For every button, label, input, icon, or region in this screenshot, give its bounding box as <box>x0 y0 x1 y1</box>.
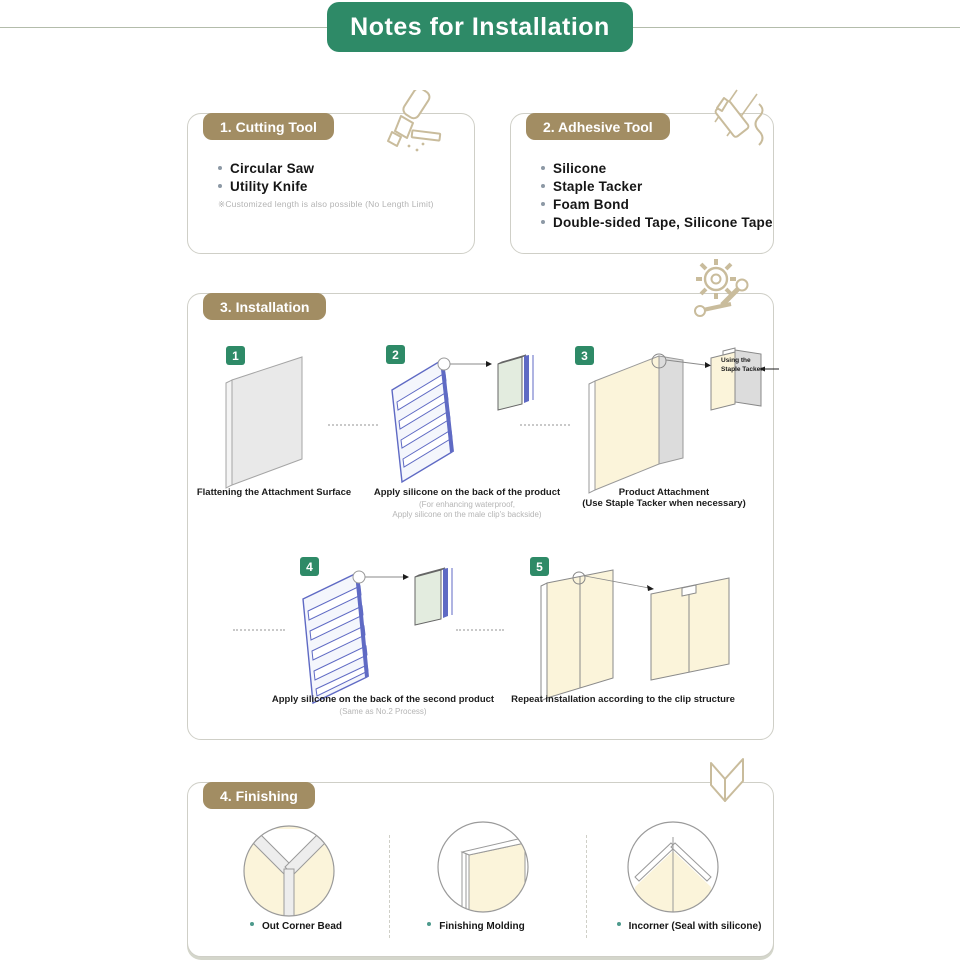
step-3-subcaption: (Use Staple Tacker when necessary) <box>582 498 746 509</box>
step-5-number: 5 <box>530 557 549 576</box>
step-4-caption: Apply silicone on the back of the second product (Same as No.2 Process) <box>268 694 498 717</box>
corner-bead-icon <box>703 757 755 807</box>
step-3-annotation: Using the Staple Tacker <box>721 357 763 373</box>
list-item: Utility Knife <box>218 178 434 196</box>
list-item: Double-sided Tape, Silicone Tape <box>541 214 773 232</box>
installation-badge: 3. Installation <box>203 293 326 320</box>
step-3-caption: Product Attachment (Use Staple Tacker when necessary) <box>554 487 774 509</box>
finishing-label: Out Corner Bead <box>206 921 386 932</box>
silicone-gun-icon <box>699 86 775 156</box>
bullet-dot <box>541 184 545 188</box>
bullet-dot <box>541 166 545 170</box>
step-1-caption: Flattening the Attachment Surface <box>196 487 352 498</box>
cutting-tool-badge: 1. Cutting Tool <box>203 113 334 140</box>
step-2-subcaption: (For enhancing waterproof, Apply silicone on the male clip's backside) <box>392 500 542 519</box>
step-5-diagram <box>533 556 773 706</box>
incorner-diagram <box>625 819 721 915</box>
bullet-dot <box>218 184 222 188</box>
finishing-card <box>187 782 774 957</box>
list-item: Foam Bond <box>541 196 773 214</box>
step-3-number: 3 <box>575 346 594 365</box>
step-2-caption: Apply silicone on the back of the product (For enhancing waterproof, Apply silicone on the male clip's backside) <box>352 487 582 520</box>
adhesive-tool-badge: 2. Adhesive Tool <box>526 113 670 140</box>
step-1-diagram <box>218 349 338 494</box>
cutting-tool-list <box>218 160 434 210</box>
adhesive-tool-list <box>541 160 773 232</box>
adhesive-tool-card <box>510 113 774 254</box>
step-4-diagram <box>283 559 513 709</box>
finishing-label: Finishing Molding <box>386 921 566 932</box>
step-2-number: 2 <box>386 345 405 364</box>
bullet-dot <box>218 166 222 170</box>
installation-card <box>187 293 774 740</box>
step-connector <box>456 629 504 631</box>
cutting-note: ※Customized length is also possible (No Length Limit) <box>218 199 434 209</box>
list-item: Staple Tacker <box>541 178 773 196</box>
bullet-dot <box>427 922 431 926</box>
step-1-number: 1 <box>226 346 245 365</box>
finishing-badge: 4. Finishing <box>203 782 315 809</box>
step-5-caption: Repeat installation according to the clip structure <box>511 694 735 705</box>
step-connector <box>328 424 378 426</box>
bullet-dot <box>541 220 545 224</box>
bullet-dot <box>250 922 254 926</box>
utility-knife-icon <box>368 90 448 156</box>
bullet-dot <box>617 922 621 926</box>
out-corner-bead-diagram <box>241 823 337 919</box>
step-2-diagram <box>378 344 558 494</box>
list-item: Silicone <box>541 160 773 178</box>
page-title: Notes for Installation <box>327 2 633 52</box>
list-item: Circular Saw <box>218 160 434 178</box>
step-connector <box>520 424 570 426</box>
finishing-molding-diagram <box>435 819 531 915</box>
step-connector <box>233 629 285 631</box>
cutting-tool-card <box>187 113 475 254</box>
step-4-number: 4 <box>300 557 319 576</box>
finishing-label: Incorner (Seal with silicone) <box>579 921 799 932</box>
gear-wrench-icon <box>691 258 759 324</box>
bullet-dot <box>541 202 545 206</box>
step-4-subcaption: (Same as No.2 Process) <box>339 707 427 716</box>
